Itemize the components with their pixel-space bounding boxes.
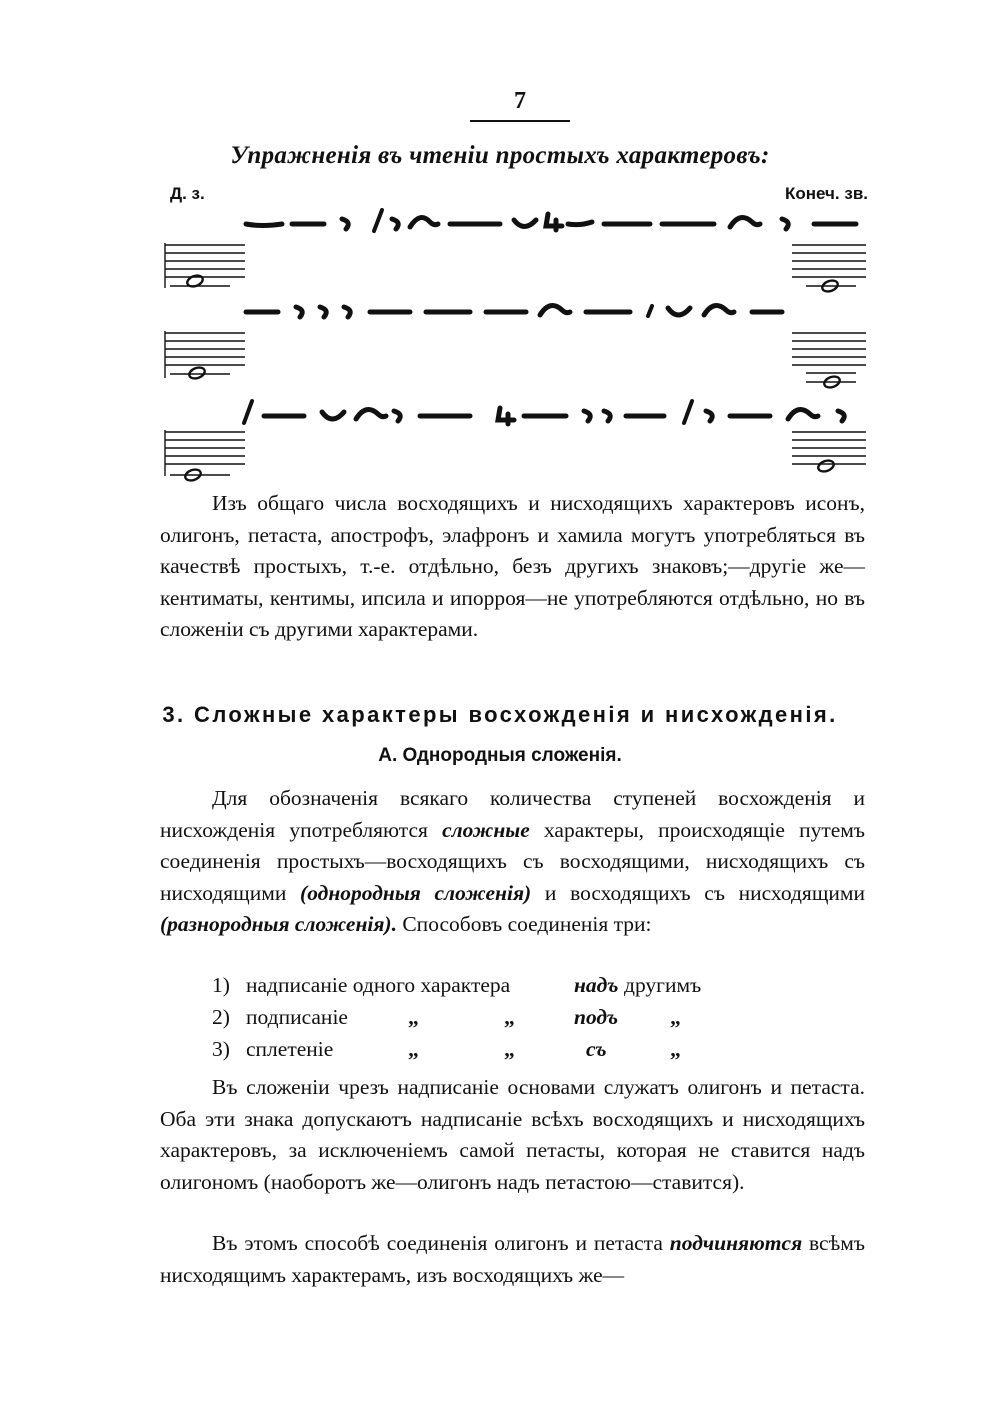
exercise-title: Упражненія въ чтеніи простыхъ характеровъ: [230, 142, 770, 169]
neume-row-2 [246, 306, 782, 317]
list-preposition: съ [586, 1037, 607, 1061]
emphasis-heterogeneous: (разнородныя сложенія). [160, 912, 397, 936]
paragraph-1-text: Изъ общаго числа восходящихъ и нисходящихъ характеровъ исонъ, олигонъ, петаста, апострофъ, элафронъ и хамила могутъ употребляться въ качествѣ простыхъ, т.-е. отдѣльно, безъ другихъ знаковъ;—другіе же—кентиматы, кентимы, ипсила и ипорроя—не употребляются отдѣльно, но въ сложеніи съ другими характерами. [160, 491, 865, 641]
emphasis-homogeneous: (однородныя сложенія) [300, 880, 532, 905]
list-preposition: надъ [574, 973, 619, 997]
list-item-3 [212, 1034, 812, 1065]
neume-exercise-figure [0, 195, 1000, 485]
ditto-mark: „ [504, 1005, 515, 1029]
page-number: 7 [514, 88, 526, 114]
list-preposition: подъ [574, 1005, 619, 1029]
paragraph-subordination [160, 1228, 865, 1291]
list-text: сплетеніе [246, 1037, 334, 1061]
right-staff-2 [792, 333, 866, 389]
ditto-mark: „ [670, 1037, 681, 1061]
right-staff-1 [792, 245, 866, 293]
page-number-rule [470, 120, 570, 122]
emphasis-subordinate: подчиняются [669, 1231, 803, 1255]
list-number: 3) [212, 1037, 230, 1061]
left-staff-2 [165, 331, 245, 380]
list-text: надписаніе одного характера [246, 973, 511, 997]
list-number: 1) [212, 973, 230, 997]
paragraph-simple-characters [160, 488, 865, 646]
left-staff-1 [165, 243, 245, 288]
ditto-mark: „ [670, 1005, 681, 1029]
paragraph-superscription [160, 1072, 865, 1198]
neume-row-3 [244, 401, 844, 424]
neume-row-1 [246, 210, 856, 231]
list-item-2 [212, 1002, 812, 1033]
paragraph-2-part-4: Способовъ соединенія три: [402, 912, 652, 936]
start-tone-label: Д. з. [170, 184, 205, 203]
section-heading: 3. Сложные характеры восхожденія и нисхожденія. [162, 702, 838, 727]
paragraph-4-part-2: всѣмъ нисходящимъ характерамъ, изъ восходящихъ же— [160, 1231, 865, 1287]
list-item-1 [212, 970, 812, 1001]
paragraph-4-part-1: Въ этомъ способѣ соединенія олигонъ и петаста [212, 1231, 663, 1255]
ditto-mark: „ [408, 1005, 419, 1029]
list-tail: другимъ [624, 973, 702, 997]
ditto-mark: „ [408, 1037, 419, 1061]
paragraph-2-part-3: и восходящихъ съ нисходящими [544, 880, 865, 905]
emphasis-compound: сложные [442, 817, 530, 842]
ditto-mark: „ [504, 1037, 515, 1061]
section-subheading: А. Однородныя сложенія. [378, 745, 622, 766]
paragraph-3-text: Въ сложеніи чрезъ надписаніе основами служатъ олигонъ и петаста. Оба эти знака допускаютъ надписаніе всѣхъ восходящихъ и нисходящихъ характеровъ, за исключеніемъ самой петасты, которая не ставится надъ олигономъ (наоборотъ же—олигонъ надъ петастою—ставится). [160, 1075, 865, 1194]
list-text: подписаніе [246, 1005, 348, 1029]
paragraph-compound-characters [160, 783, 865, 941]
paragraph-2-part-2: характеры, происходящіе путемъ соединенія простыхъ—восходящихъ съ восходящими, нисходящихъ съ нисходящими [160, 817, 865, 905]
final-tone-label: Конеч. зв. [785, 184, 868, 203]
right-staff-3 [792, 432, 866, 473]
list-number: 2) [212, 1005, 230, 1029]
paragraph-2-part-1: Для обозначенія всякаго количества ступеней восхожденія и нисхожденія употребляются [160, 786, 865, 842]
left-staff-3 [165, 430, 245, 482]
